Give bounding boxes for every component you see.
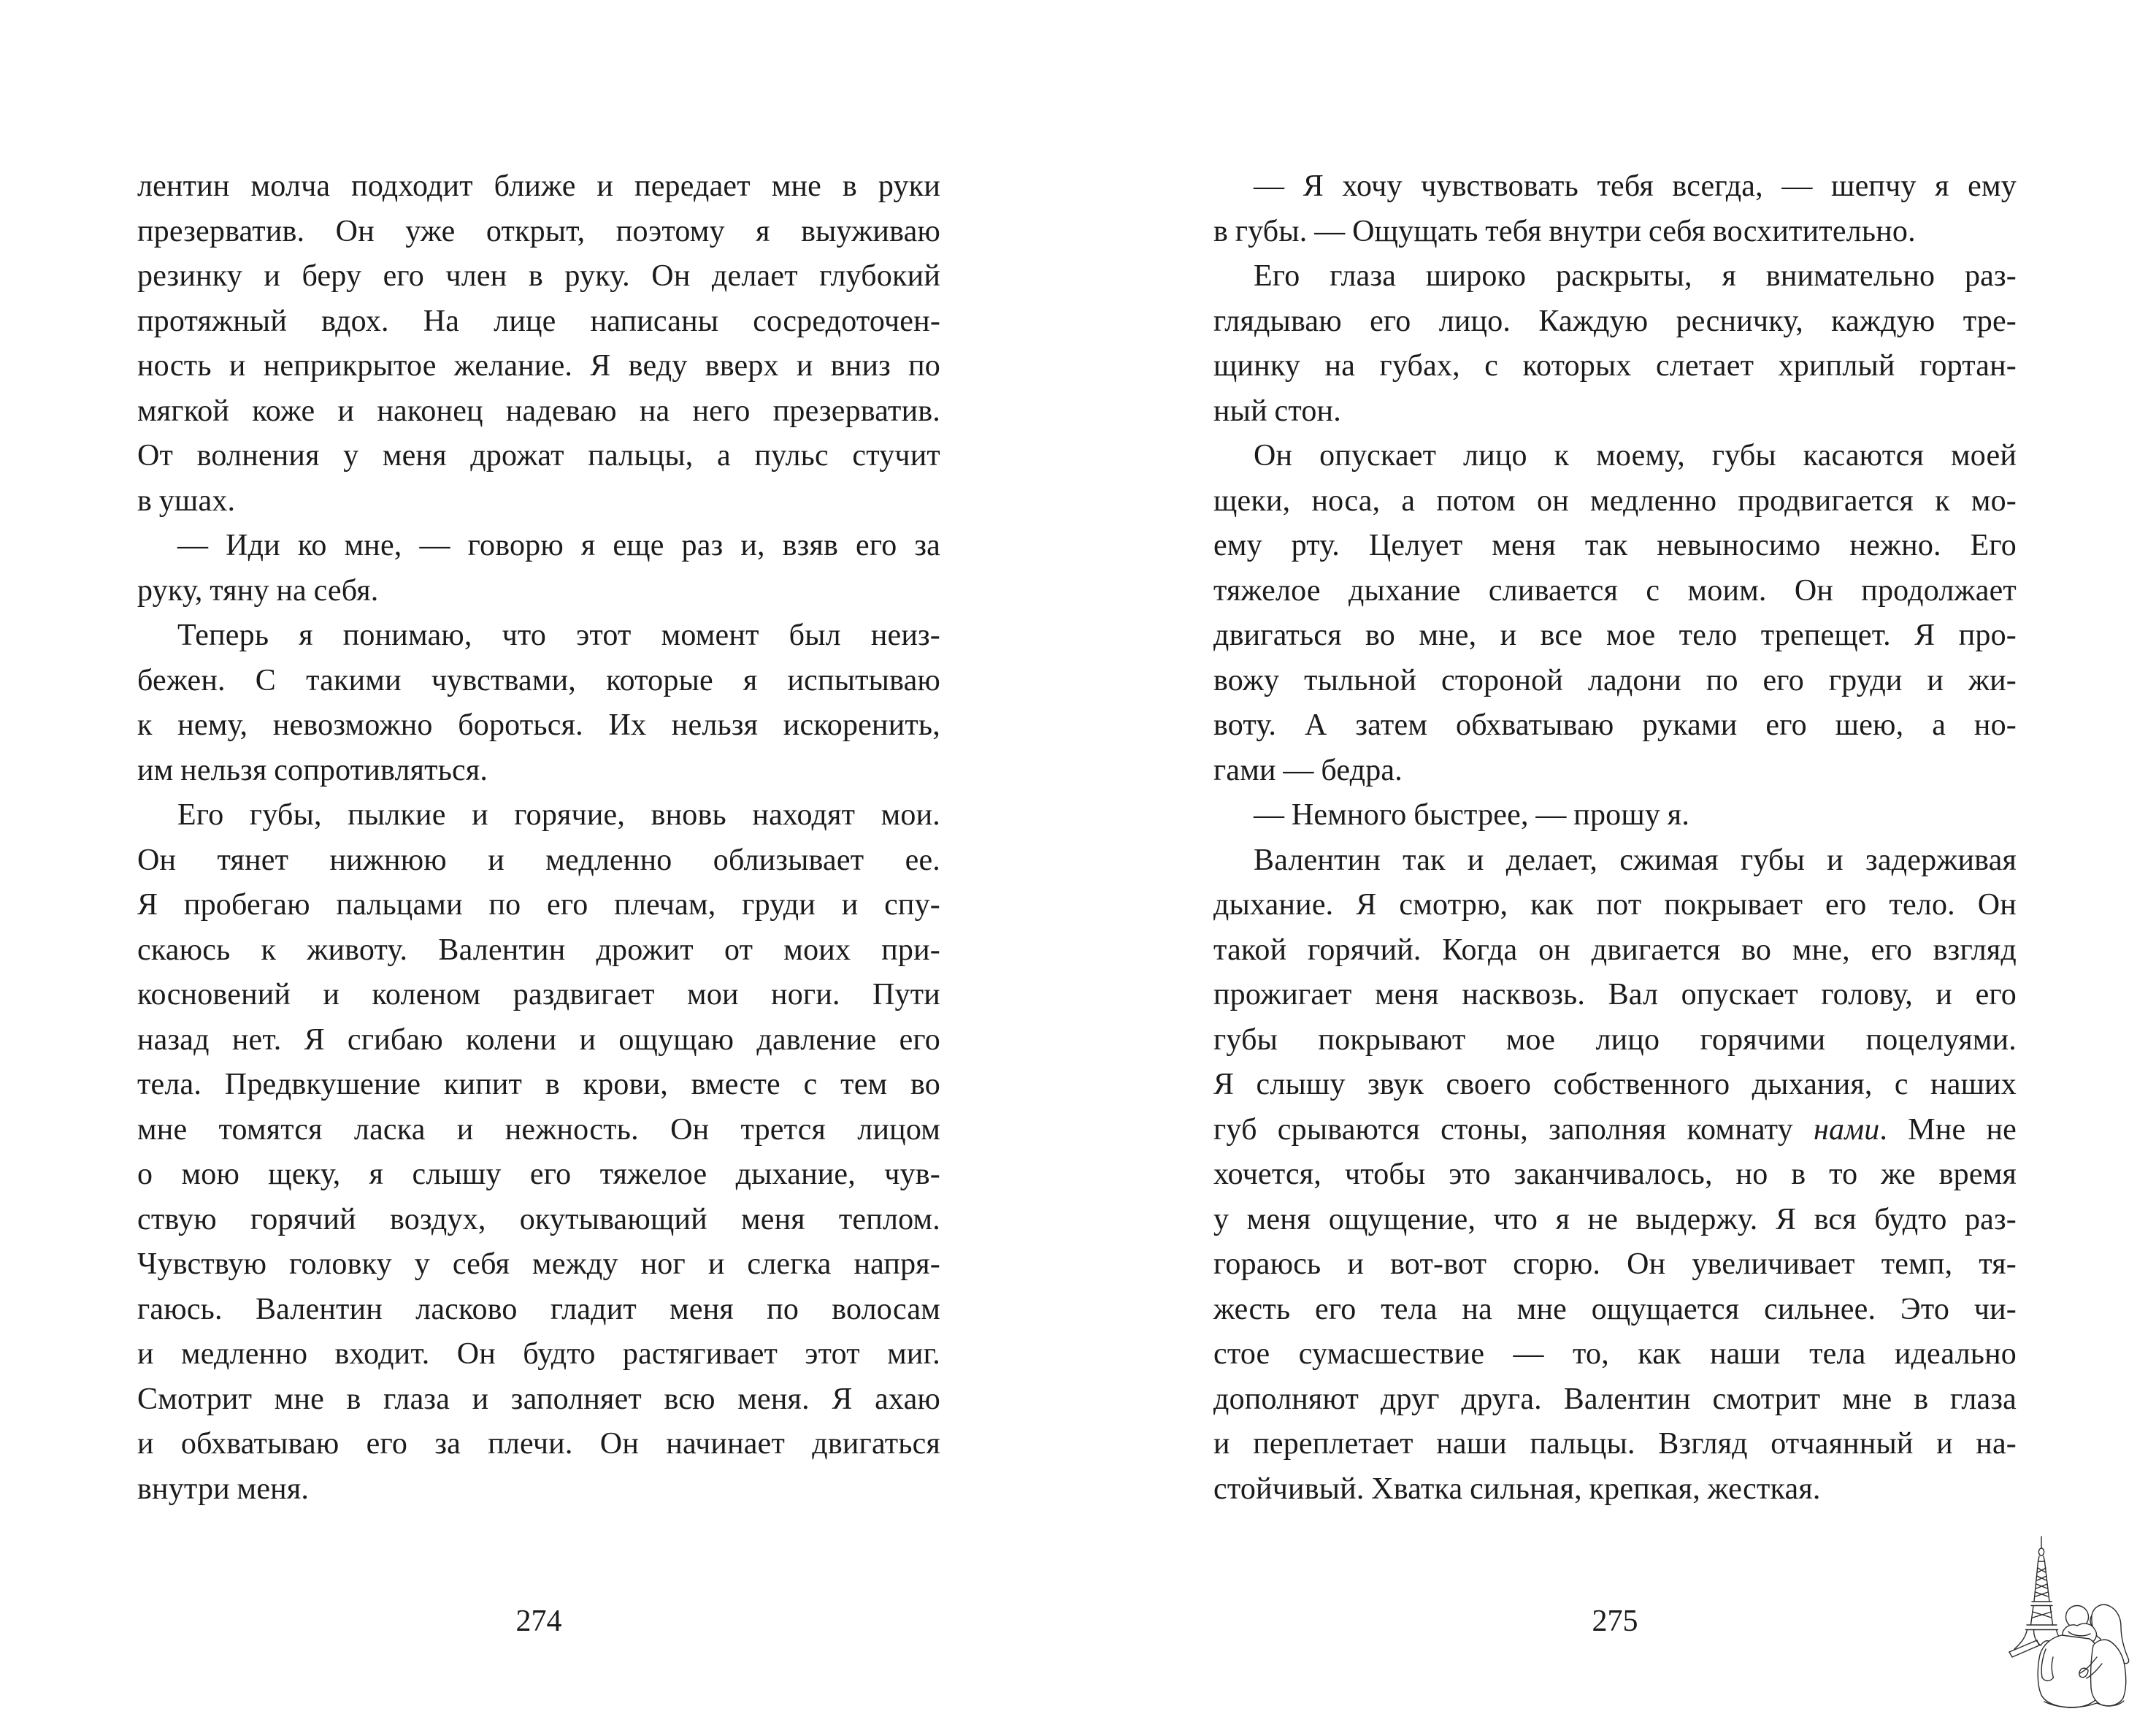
text-line: скаюсь к животу. Валентин дрожит от моих при- [137, 933, 940, 967]
text-line: вожу тыльной стороной ладони по его груди и жи- [1213, 663, 2017, 697]
text-line: ность и неприкрытое желание. Я веду вверх и вниз по [137, 349, 940, 383]
text-line: — Немного быстрее, — прошу я. [1254, 798, 1690, 832]
text-line: ный стон. [1213, 394, 1341, 428]
text-line: такой горячий. Когда он двигается во мне, его взгляд [1213, 933, 2017, 967]
text-line: — Иди ко мне, — говорю я еще раз и, взяв его за [177, 529, 940, 562]
text-line: дополняют друг друга. Валентин смотрит мне в глаза [1213, 1382, 2017, 1416]
text-line: От волнения у меня дрожат пальцы, а пульс стучит [137, 439, 940, 473]
text-line: глядываю его лицо. Каждую ресничку, каждую тре- [1213, 304, 2017, 338]
couple-drawing [2038, 1604, 2128, 1707]
text-line: Смотрит мне в глаза и заполняет всю меня. Я ахаю [137, 1382, 940, 1416]
text-line: назад нет. Я сгибаю колени и ощущаю давление его [137, 1022, 940, 1057]
text-line: Я слышу звук своего собственного дыхания, с наших [1213, 1068, 2017, 1101]
text-line: гами — бедра. [1213, 753, 1403, 787]
text-line: тяжелое дыхание сливается с моим. Он продолжает [1213, 573, 2017, 608]
right-page-text [1213, 164, 2017, 1512]
text-line: воту. А затем обхватываю руками его шею, а но- [1213, 708, 2017, 742]
text-line: Его губы, пылкие и горячие, вновь находят мои. [177, 798, 940, 832]
text-line: в ушах. [137, 483, 236, 518]
text-line: протяжный вдох. На лице написаны сосредоточен- [137, 304, 940, 338]
text-line: щинку на губах, с которых слетает хриплый гортан- [1213, 349, 2017, 383]
text-line: к нему, невозможно бороться. Их нельзя искоренить, [137, 708, 940, 742]
text-line: Он тянет нижнюю и медленно облизывает ее. [137, 843, 940, 877]
left-page-number: 274 [515, 1604, 562, 1638]
text-line: у меня ощущение, что я не выдержу. Я вся будто раз- [1213, 1202, 2017, 1236]
text-line: в губы. — Ощущать тебя внутри себя восхитительно. [1213, 214, 1916, 248]
text-line: руку, тяну на себя. [137, 573, 379, 608]
text-line: — Я хочу чувствовать тебя всегда, — шепчу я ему [1254, 169, 2017, 203]
text-line: мне томятся ласка и нежность. Он трется лицом [137, 1112, 940, 1147]
text-line: Теперь я понимаю, что этот момент был неиз- [177, 619, 940, 652]
text-line: лентин молча подходит ближе и передает мне в руки [137, 169, 940, 203]
text-line: стойчивый. Хватка сильная, крепкая, жесткая. [1213, 1472, 1821, 1506]
text-line: прожигает меня насквозь. Вал опускает голову, и его [1213, 978, 2017, 1011]
right-page-number: 275 [1592, 1604, 1638, 1638]
text-line: Чувствую головку у себя между ног и слегка напря- [137, 1247, 940, 1281]
text-line: двигаться во мне, и все мое тело трепещет. Я про- [1213, 619, 2017, 652]
left-page-text [137, 164, 940, 1512]
text-line: внутри меня. [137, 1472, 310, 1506]
text-line: ствую горячий воздух, окутывающий меня теплом. [137, 1202, 940, 1236]
text-line: резинку и беру его член в руку. Он делает глубокий [137, 259, 940, 293]
text-line: мягкой коже и наконец надеваю на него презерватив. [137, 394, 940, 428]
text-line: жесть его тела на мне ощущается сильнее. Это чи- [1213, 1292, 2017, 1326]
text-line: и медленно входит. Он будто растягивает этот миг. [137, 1337, 940, 1371]
text-line: презерватив. Он уже открыт, поэтому я выуживаю [137, 214, 940, 248]
text-line: Я пробегаю пальцами по его плечам, груди и спу- [137, 888, 940, 922]
text-line: тела. Предвкушение кипит в крови, вместе с тем во [137, 1068, 940, 1101]
text-line: гораюсь и вот-вот сгорю. Он увеличивает темп, тя- [1213, 1247, 2017, 1281]
text-line: и переплетает наши пальцы. Взгляд отчаянный и на- [1213, 1427, 2017, 1461]
text-line: губы покрывают мое лицо горячими поцелуями. [1213, 1022, 2017, 1057]
text-line: о мою щеку, я слышу его тяжелое дыхание, чув- [137, 1158, 940, 1191]
text-line: хочется, чтобы это заканчивалось, но в то же время [1213, 1158, 2017, 1191]
text-line: Валентин так и делает, сжимая губы и задерживая [1254, 843, 2017, 877]
text-line: гаюсь. Валентин ласково гладит меня по волосам [137, 1292, 940, 1326]
text-line: Он опускает лицо к моему, губы касаются моей [1254, 439, 2017, 473]
text-line: бежен. С такими чувствами, которые я испытываю [137, 663, 940, 697]
text-line: и обхватываю его за плечи. Он начинает двигаться [137, 1427, 940, 1461]
text-line: Его глаза широко раскрыты, я внимательно раз- [1254, 259, 2017, 293]
text-line: дыхание. Я смотрю, как пот покрывает его тело. Он [1213, 888, 2017, 922]
text-line: стое сумасшествие — то, как наши тела идеально [1213, 1337, 2017, 1371]
text-line: щеки, носа, а потом он медленно продвигается к мо- [1213, 483, 2017, 518]
eiffel-tower-couple-illustration [1999, 1526, 2155, 1725]
text-line: губ срываются стоны, заполняя комнату нами. Мне не [1213, 1112, 2017, 1147]
text-line: косновений и коленом раздвигает мои ноги. Пути [137, 978, 940, 1011]
text-line: ему рту. Целует меня так невыносимо нежно. Его [1213, 529, 2017, 562]
text-line: им нельзя сопротивляться. [137, 753, 488, 787]
